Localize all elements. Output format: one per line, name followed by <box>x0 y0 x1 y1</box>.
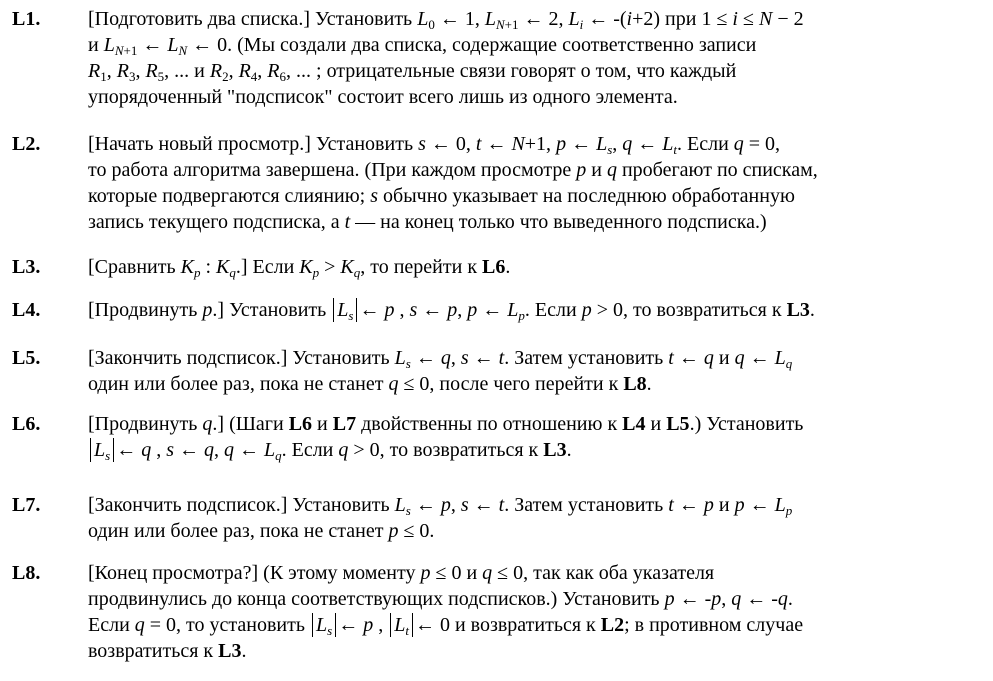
step-text <box>88 6 978 110</box>
step-text-line: [Подготовить два списка.] Установить $L_0$ ← 1, $L_{N+1}$ ← 2, $L_i$ ← -(i+2) при 1 ≤ i ≤ N − 2 <box>88 8 804 32</box>
step-label: L3. <box>12 256 41 278</box>
step-text-line: [Продвинуть q.] (Шаги L6 и L7 двойственны по отношению к L4 и L5.) Установить <box>88 413 804 435</box>
step-text-line: Если q = 0, то установить $L_s$ ← p , $L_t$ ← 0 и возвратиться к L2; в противном случае <box>88 614 804 638</box>
step-text-line: $R_1$, $R_3$, $R_5$, ... и $R_2$, $R_4$, $R_6$, ... ; отрицательные связи говорят о том, что каждый <box>88 60 737 84</box>
step-text-line: один или более раз, пока не станет p ≤ 0. <box>88 520 435 542</box>
step-text-line: продвинулись до конца соответствующих подсписков.) Установить p ← -p, q ← -q. <box>88 588 793 610</box>
step-label: L2. <box>12 133 41 155</box>
step-text <box>88 560 978 664</box>
step-text-line: один или более раз, пока не станет q ≤ 0, после чего перейти к L8. <box>88 373 652 395</box>
step-text-line: [Закончить подсписок.] Установить $L_s$ ← p, s ← t. Затем установить t ← p и p ← $L_p$ <box>88 494 793 518</box>
step-label: L6. <box>12 413 41 435</box>
step-text-line: $L_s$ ← q , s ← q, q ← $L_q$. Если q > 0, то возвратиться к L3. <box>88 437 978 463</box>
step-text <box>88 492 978 544</box>
step-text-line: [Продвинуть p.] Установить $L_s$ ← p , s ← p, p ← $L_p$. Если p > 0, то возвратиться к L3. <box>88 299 815 323</box>
step-text <box>88 411 978 463</box>
step-text-line: которые подвергаются слиянию; s обычно указывает на последнюю обработанную <box>88 185 795 207</box>
step-text-line: [Сравнить $K_p$ : $K_q$.] Если $K_p > K_q$, то перейти к L6. <box>88 256 511 280</box>
step-text-line: запись текущего подсписка, а t — на конец только что выведенного подсписка.) <box>88 211 767 233</box>
step-text-line: [Начать новый просмотр.] Установить s ← 0, t ← N+1, p ← $L_s$, q ← $L_t$. Если q = 0, <box>88 133 781 157</box>
step-label: L4. <box>12 299 41 321</box>
step-text <box>88 131 978 235</box>
step-text <box>88 297 978 323</box>
step-text-line: [Конец просмотра?] (К этому моменту p ≤ 0 и q ≤ 0, так как оба указателя <box>88 562 715 584</box>
step-text <box>88 345 978 397</box>
step-label: L8. <box>12 562 41 584</box>
step-label: L1. <box>12 8 41 30</box>
step-label: L7. <box>12 494 41 516</box>
step-text-line: возвратиться к L3. <box>88 640 247 662</box>
step-text-line: то работа алгоритма завершена. (При каждом просмотре p и q пробегают по спискам, <box>88 159 818 181</box>
step-text-line: [Закончить подсписок.] Установить $L_s$ ← q, s ← t. Затем установить t ← q и q ← $L_q$ <box>88 347 793 371</box>
step-text-line: упорядоченный "подсписок" состоит всего лишь из одного элемента. <box>88 86 678 108</box>
step-label: L5. <box>12 347 41 369</box>
step-text <box>88 254 978 280</box>
step-text-line: и $L_{N+1}$ ← $L_N$ ← 0. (Мы создали два списка, содержащие соответственно записи <box>88 34 757 58</box>
